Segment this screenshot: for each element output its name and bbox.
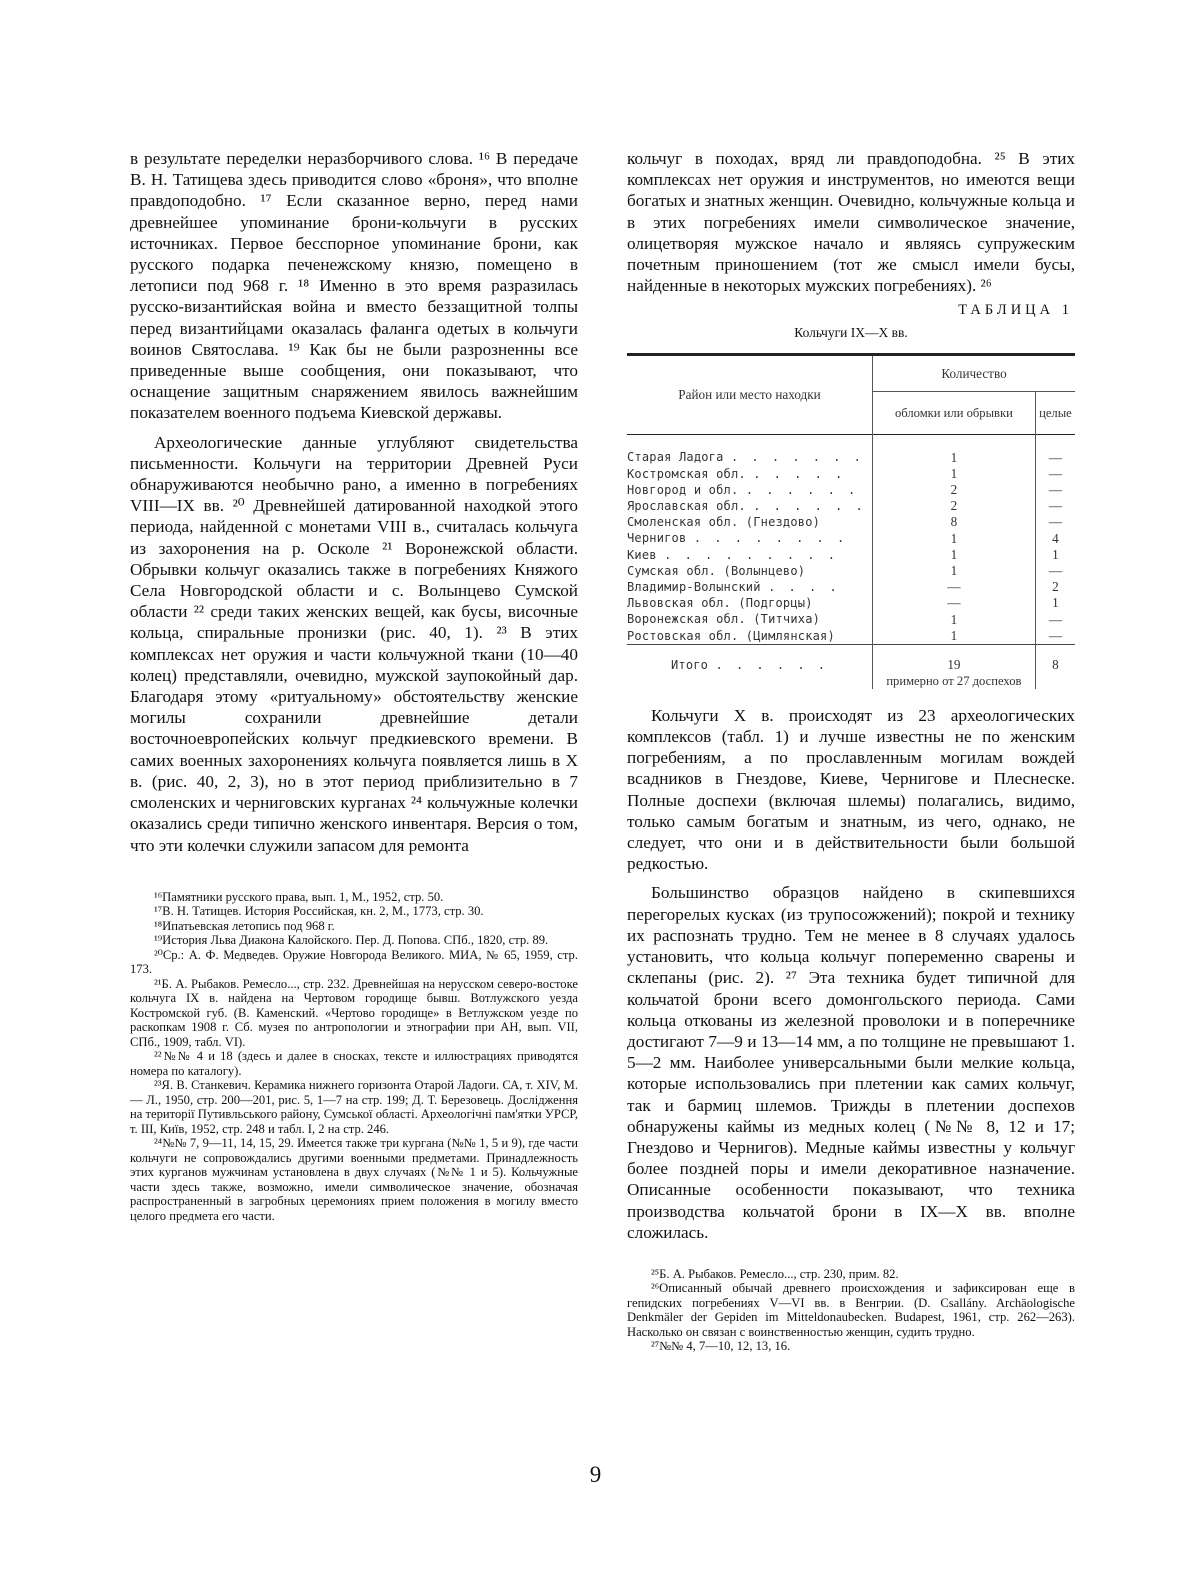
table-cell-region <box>627 466 873 482</box>
right-footnotes <box>627 1267 1075 1354</box>
header-whole: целые <box>1039 405 1072 420</box>
table-cell-fragments: 8 <box>873 514 1036 530</box>
table-total-separator <box>627 644 1075 657</box>
table-cell-fragments: 1 <box>873 449 1036 465</box>
table-cell-whole: — <box>1048 514 1062 530</box>
table-row <box>627 530 1075 546</box>
dot-leaders: . . . . . . <box>753 499 866 514</box>
table-cell-whole: — <box>1048 611 1062 627</box>
dot-leaders: . . . . . . . . <box>693 531 848 546</box>
footnote-22: ²²№№ 4 и 18 (здесь и далее в сносках, тексте и иллюстрациях приводятся номера по каталогу). <box>130 1049 578 1078</box>
table-cell-fragments: 2 <box>873 482 1036 498</box>
table-row <box>627 611 1075 627</box>
region-name: Ростовская обл. (Цимлянская) <box>627 628 835 643</box>
table-row <box>627 547 1075 563</box>
table-cell-region <box>627 449 873 465</box>
header-count: Количество <box>873 355 1076 391</box>
footnote-16: ¹⁶Памятники русского права, вып. 1, М., 1952, стр. 50. <box>154 889 444 904</box>
region-name: Киев <box>627 547 657 562</box>
total-note: примерно от 27 доспехов <box>886 673 1022 688</box>
table-cell-whole: — <box>1048 481 1062 497</box>
table-title: Кольчуги IX—X вв. <box>794 325 908 341</box>
table-block <box>627 302 1075 688</box>
table-cell-region <box>627 611 873 627</box>
table-row <box>627 579 1075 595</box>
table-cell-region <box>627 482 873 498</box>
table-cell-region <box>627 547 873 563</box>
left-paragraph-1: в результате переделки неразборчивого слова. ¹⁶ В передаче В. Н. Татищева здесь приводится слово «броня», что вполне правдоподобно. ¹⁷ Если сказанное верно, перед нами древнейшее упоминание брони-кольчуги в русских источниках. Первое бесспорное упоминание брони, как русского подарка печенежскому князю, помещено в летописи под 968 г. ¹⁸ Именно в это время разразилась русско-византийская война и вместо беззащитной толпы перед византийцами оказалась фаланга одетых в кольчуги воинов Святослава. ¹⁹ Как бы не были разрозненны все приведенные выше сообщения, они показывают, что оснащение защитным снаряжением явилось важнейшим показателем военного подъема Киевской державы. <box>130 149 578 423</box>
left-paragraph-2: Археологические данные углубляют свидетельства письменности. Кольчуги на территории Древней Руси обнаруживаются необычно рано, а именно в погребениях VIII—IX вв. ²⁰ Древнейшей датированной находкой этого периода, найденной с монетами VIII в., считалась кольчуга из захоронения на р. Осколе ²¹ Воронежской области. Обрывки кольчуг оказались также в погребениях Княжого Села Новгородской области и с. Волынцево Сумской области ²² среди таких женских вещей, как бусы, височные кольца, спиральные пронизки (рис. 40, 1). ²³ В этих комплексах нет оружия и части кольчужной ткани (10—40 колец) представляли, очевидно, мужской заупокойный дар. Благодаря этому «ритуальному» обстоятельству женские могилы сохранили древнейшие детали восточноевропейских кольчуг предкиевского времени. В самих военных захоронениях кольчуга появляется лишь в X в. (рис. 40, 2, 3), но в этот период приблизительно в 7 смоленских и черниговских курганах ²⁴ кольчужные колечки оказались среди типично женского инвентаря. Версия о том, что эти колечки служили запасом для ремонта <box>130 432 578 855</box>
table-total-row <box>627 657 1075 689</box>
table-cell-fragments: — <box>873 579 1036 595</box>
dot-leaders: . . . . . . . <box>730 450 864 465</box>
footnote-20: ²⁰Ср.: А. Ф. Медведев. Оружие Новгорода Великого. МИА, № 65, 1959, стр. 173. <box>130 947 578 977</box>
table-cell-region <box>627 514 873 530</box>
footnote-23: ²³Я. В. Станкевич. Керамика нижнего горизонта Отарой Ладоги. СА, т. XIV, М. — Л., 1950, стр. 200—201, рис. 5, 1—7 на стр. 199; Д. Т. Березовець. Дослідження на території Путивльського району, Сумської області. Археологічні пам'ятки УРСР, т. III, Київ, 1952, стр. 248 и табл. I, 2 на стр. 246. <box>130 1078 578 1136</box>
table-cell-fragments: 1 <box>873 530 1036 546</box>
total-fragments: 19 <box>947 656 961 672</box>
footnote-19: ¹⁹История Льва Диакона Калойского. Пер. Д. Попова. СПб., 1820, стр. 89. <box>154 933 549 948</box>
left-footnotes <box>130 890 578 1224</box>
table-row <box>627 595 1075 611</box>
table-cell-whole: 1 <box>1052 546 1059 562</box>
table-cell-whole: 1 <box>1052 595 1059 611</box>
region-name: Воронежская обл. (Титчиха) <box>627 612 821 627</box>
footnote-gap-right <box>627 1243 1075 1267</box>
right-intro-text <box>627 148 1075 296</box>
table-cell-region <box>627 595 873 611</box>
right-paragraph-1: Кольчуги X в. происходят из 23 археологических комплексов (табл. 1) и лучше известны не по женским погребениям, а по прославленным могилам вождей всадников в Гнездове, Киеве, Чернигове и Плеснеске. Полные доспехи (включая шлемы) полагались, видимо, только самым богатым и знатным, из чего, однако, не следует, что они и в действительности были большой редкостью. <box>627 705 1075 874</box>
dot-leaders: . . . . . <box>753 466 846 481</box>
footnote-26: ²⁶Описанный обычай древнего происхождения и зафиксирован еще в гепидских погребениях V—VI вв. в Венгрии. (D. Csallány. Archäologische Denkmäler der Gepiden im Mitteldonaubecken. Budapest, 1961, стр. 262—263). Насколько он связан с воинственностью женщин, судить трудно. <box>627 1281 1075 1339</box>
region-name: Новгород и обл. <box>627 482 739 497</box>
table-cell-fragments: 1 <box>873 628 1036 645</box>
table-cell-whole: — <box>1048 449 1062 465</box>
footnote-18: ¹⁸Ипатьевская летопись под 968 г. <box>154 918 335 933</box>
table-cell-whole: 2 <box>1052 579 1059 595</box>
table-row <box>627 498 1075 514</box>
table-cell-region <box>627 563 873 579</box>
chainmail-table <box>627 353 1075 688</box>
footnote-gap <box>130 856 578 890</box>
region-name: Старая Ладога <box>627 450 724 465</box>
left-column <box>130 148 578 1223</box>
table-cell-fragments: — <box>873 595 1036 611</box>
table-cell-whole: — <box>1048 627 1062 643</box>
table-row <box>627 482 1075 498</box>
total-label-cell <box>627 657 873 689</box>
table-cell-fragments: 1 <box>873 563 1036 579</box>
table-cell-fragments: 1 <box>873 611 1036 627</box>
table-cell-fragments: 1 <box>873 547 1036 563</box>
region-name: Львовская обл. (Подгорцы) <box>627 596 813 611</box>
table-cell-region <box>627 628 873 645</box>
footnote-27: ²⁷№№ 4, 7—10, 12, 13, 16. <box>651 1339 791 1354</box>
table-spacer <box>627 435 1075 450</box>
region-name: Владимир-Волынский <box>627 580 761 595</box>
table-cell-whole: 4 <box>1052 530 1059 546</box>
table-row <box>627 563 1075 579</box>
total-fragments-cell <box>873 657 1036 689</box>
region-name: Костромская обл. <box>627 466 746 481</box>
page-number: 9 <box>589 1462 602 1487</box>
footnote-24: ²⁴№№ 7, 9—11, 14, 15, 29. Имеется также три кургана (№№ 1, 5 и 9), где части кольчуги не сопровождались другими военными предметами. Принадлежность этих курганов мужчинам установлена в двух случаях (№№ 1 и 5). Кольчужные части здесь также, возможно, имели символическое значение, обозначая распространенный в загробных церемониях прием положения в могилу вместо целого предмета его части. <box>130 1136 578 1223</box>
header-fragments: обломки или обрывки <box>873 391 1036 435</box>
total-dot-leaders: . . . . . . <box>715 657 829 672</box>
right-body-text <box>627 705 1075 1243</box>
region-name: Смоленская обл. (Гнездово) <box>627 515 821 530</box>
table-row <box>627 514 1075 530</box>
footnote-17: ¹⁷В. Н. Татищев. История Российская, кн. 2, М., 1773, стр. 30. <box>154 904 484 919</box>
table-cell-whole: — <box>1048 498 1062 514</box>
table-row <box>627 628 1075 645</box>
left-body-text <box>130 148 578 856</box>
dot-leaders: . . . . . . . . . <box>664 547 838 562</box>
right-paragraph-intro: кольчуг в походах, вряд ли правдоподобна. ²⁵ В этих комплексах нет оружия и инструментов, но имеются вещи богатых и знатных женщин. Очевидно, кольчужные кольца и в этих погребениях имели символическое значение, олицетворяя мужское начало и являясь супружеским почетным приношением (тот же смысл имели бусы, найденные в некоторых мужских погребениях). ²⁶ <box>627 149 1075 296</box>
footnote-21: ²¹Б. А. Рыбаков. Ремесло..., стр. 232. Древнейшая на нерусском северо-востоке кольчуга IX в. найдена на Чертовом городище бывш. Вотлужского уезда Костромской губ. (В. Каменский. «Чертово городище» в Ветлужском уезде по раскопкам 1908 г. Сб. музея по антропологии и этнографии при АН, вып. VII, СПб., 1909, табл. VI). <box>130 976 578 1049</box>
table-cell-fragments: 2 <box>873 498 1036 514</box>
table-cell-region <box>627 530 873 546</box>
total-whole: 8 <box>1035 657 1075 689</box>
table-cell-region <box>627 498 873 514</box>
table-cell-region <box>627 579 873 595</box>
table-cell-whole: — <box>1048 465 1062 481</box>
right-paragraph-2: Большинство образцов найдено в скипевшихся перегорелых кусках (из трупосожжений); покрой и технику их распознать трудно. Тем не менее в 8 случаях удалось установить, что кольца кольчуг попеременно сварены и склепаны (рис. 2). ²⁷ Эта техника будет типичной для кольчатой брони всего домонгольского периода. Сами кольца откованы из железной проволоки и в поперечнике достигают 7—9 и 13—14 мм, а по толщине не превышают 1. 5—2 мм. Наиболее универсальными были мелкие кольца, которые использовались при плетении как самих кольчуг, так и бармиц шлемов. Трижды в плетении доспехов обнаружены каймы из медных колец (№№ 8, 12 и 17; Гнездово и Чернигов). Медные каймы известны у кольчуг более поздней поры и имели декоративное назначение. Описанные особенности показывают, что техника производства кольчатой брони в IX—X вв. вполне сложилась. <box>627 883 1075 1242</box>
dot-leaders: . . . . <box>768 580 840 595</box>
header-region: Район или место находки <box>627 355 873 435</box>
table-body <box>627 435 1075 689</box>
table-cell-whole: — <box>1048 562 1062 578</box>
table-row <box>627 466 1075 482</box>
region-name: Сумская обл. (Волынцево) <box>627 563 806 578</box>
table-number-label: ТАБЛИЦА 1 <box>958 302 1073 319</box>
region-name: Ярославская обл. <box>627 499 746 514</box>
table-row <box>627 449 1075 465</box>
dot-leaders: . . . . . . <box>745 482 859 497</box>
right-column <box>627 148 1075 1354</box>
footnote-25: ²⁵Б. А. Рыбаков. Ремесло..., стр. 230, прим. 82. <box>651 1266 899 1281</box>
table-cell-fragments: 1 <box>873 466 1036 482</box>
region-name: Чернигов <box>627 531 687 546</box>
total-label: Итого <box>670 657 709 672</box>
